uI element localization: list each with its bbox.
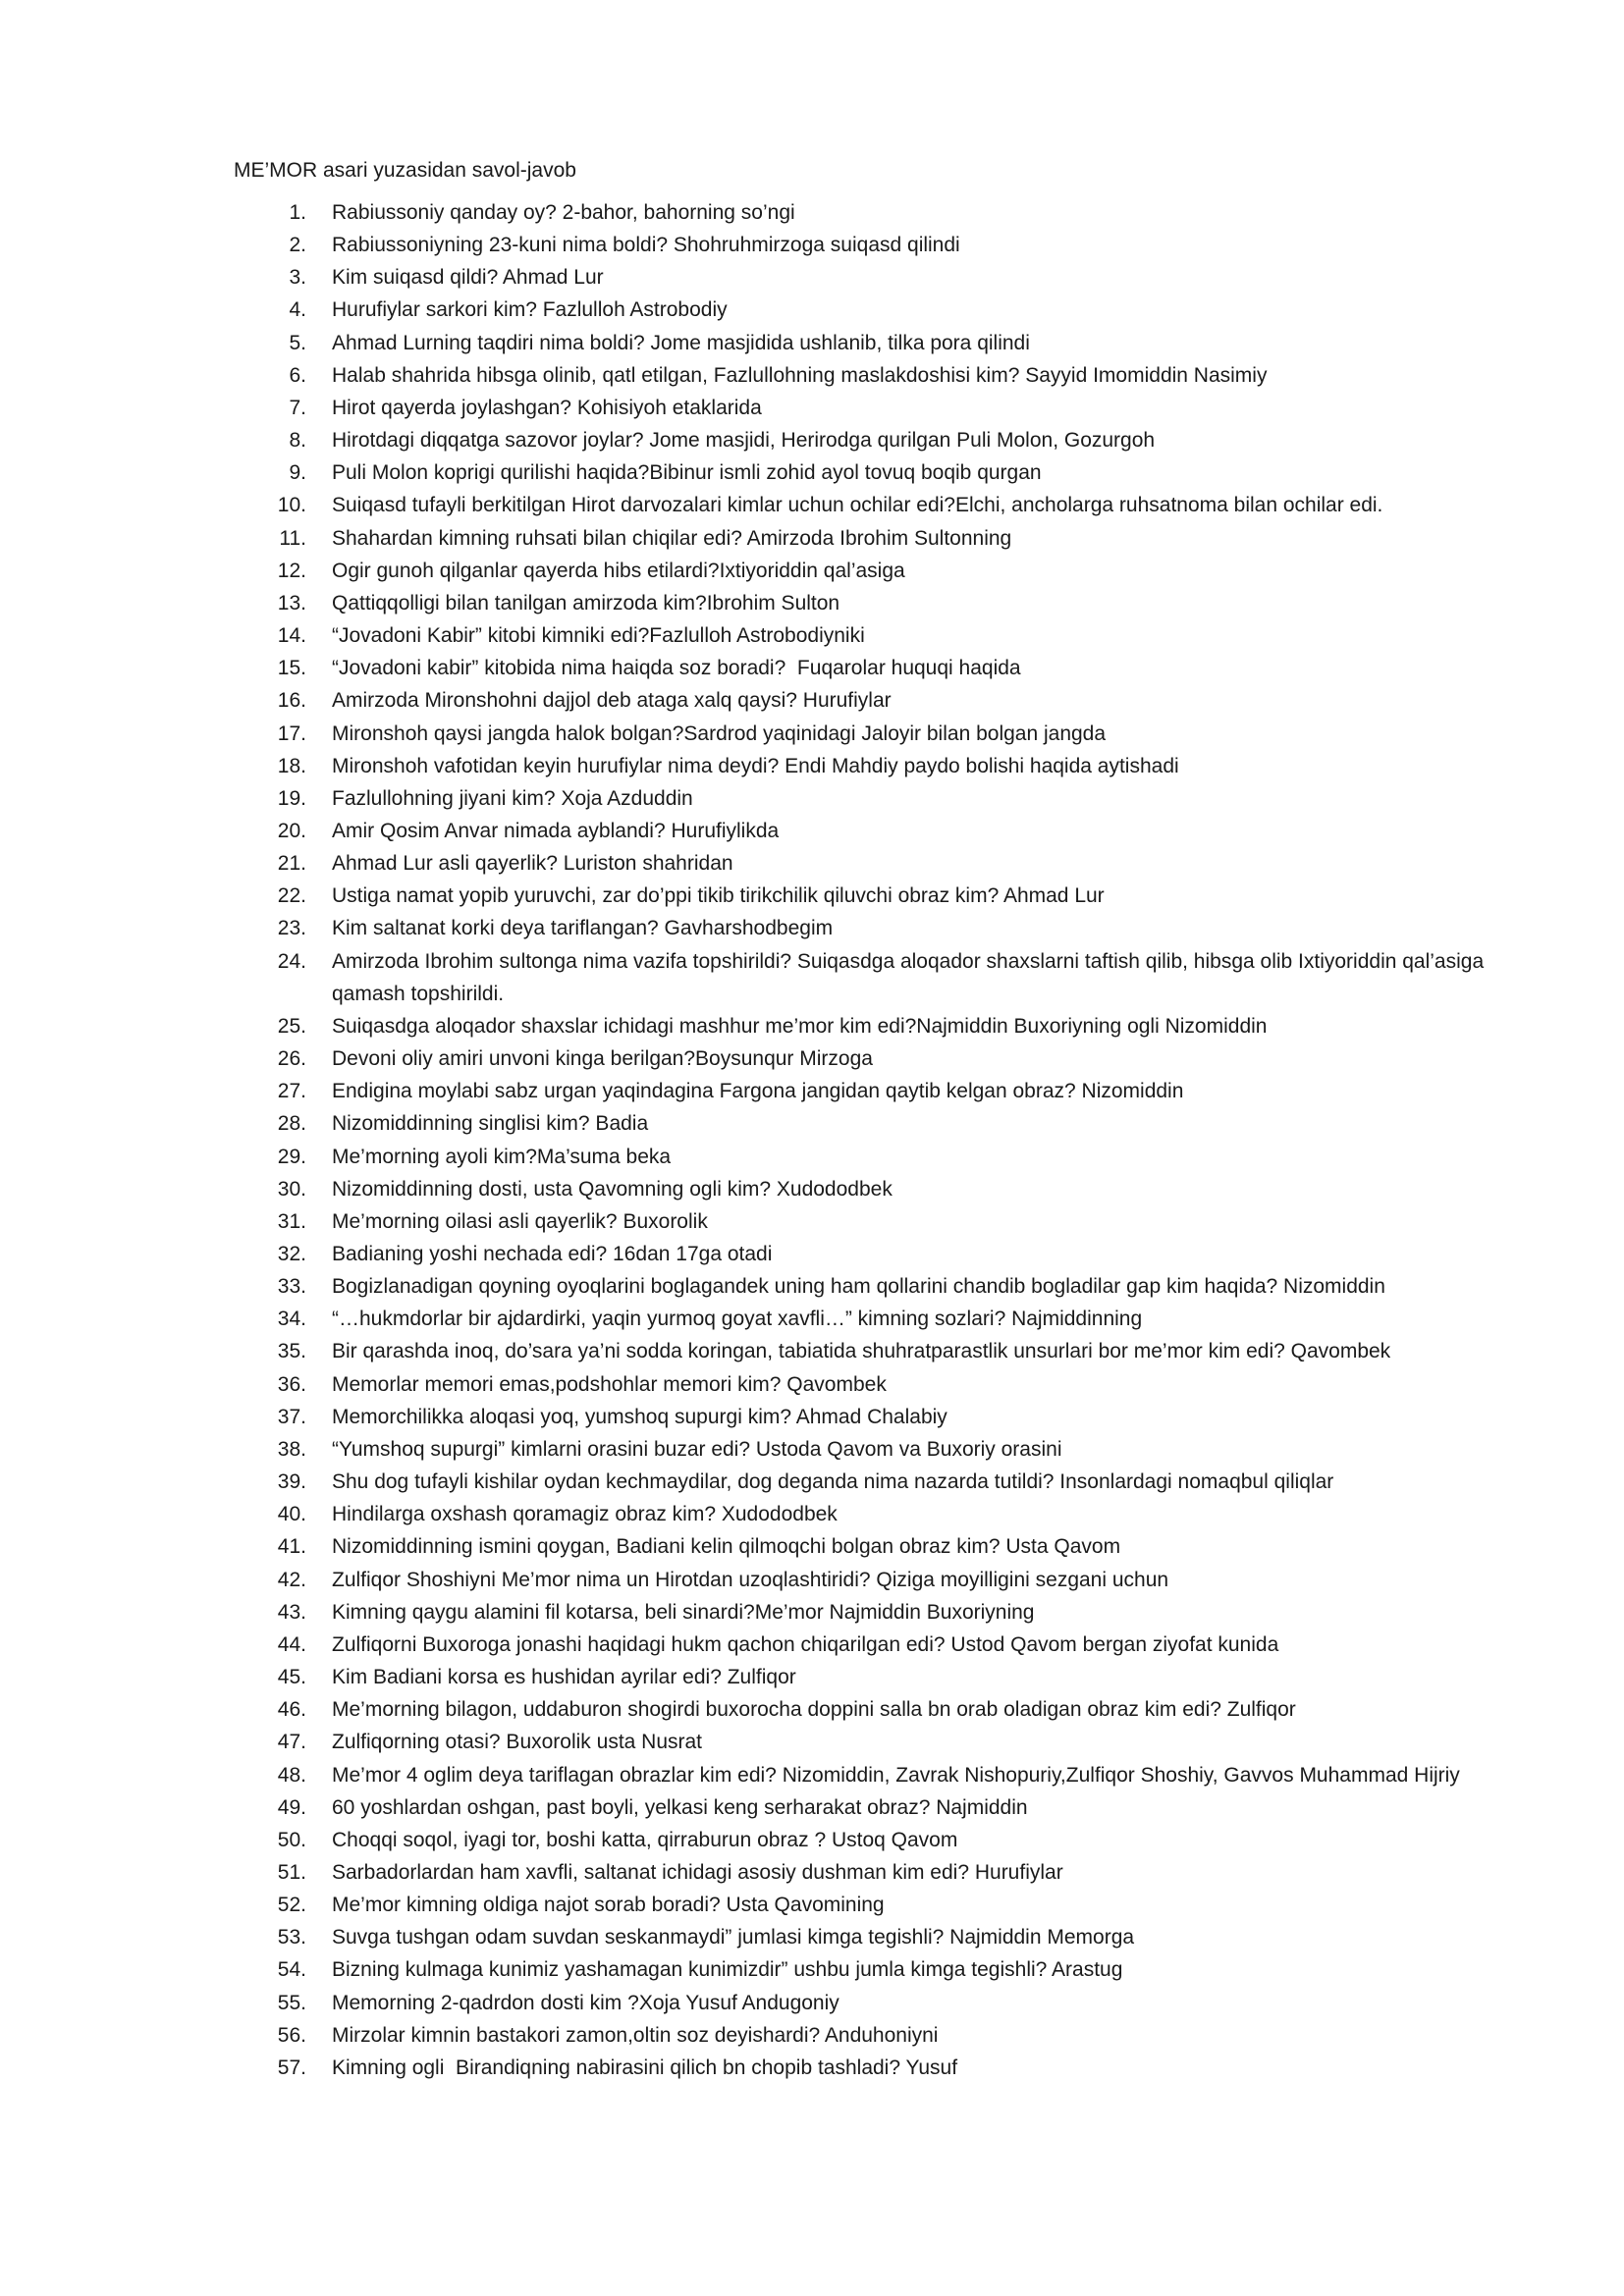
list-item-text: Halab shahrida hibsga olinib, qatl etilgan, Fazlullohning maslakdoshisi kim? Sayyid Imomiddin Nasimiy — [332, 363, 1268, 387]
list-item-number: 31. — [277, 1209, 306, 1233]
list-item-text: Rabiussoniyning 23-kuni nima boldi? Shohruhmirzoga suiqasd qilindi — [332, 234, 960, 257]
list-item — [234, 1238, 1516, 1270]
list-item-text: Suvga tushgan odam suvdan seskanmaydi” jumlasi kimga tegishli? Najmiddin Memorga — [332, 1926, 1135, 1949]
list-item — [234, 750, 1516, 782]
list-item-number: 52. — [277, 1894, 306, 1917]
list-item-text: “Yumshoq supurgi” kimlarni orasini buzar edi? Ustoda Qavom va Buxoriy orasini — [332, 1437, 1062, 1461]
list-item-text: Bogizlanadigan qoyning oyoqlarini boglagandek uning ham qollarini chandib bogladilar gap kim haqida? Nizomiddin — [332, 1275, 1385, 1299]
list-item-number: 49. — [277, 1795, 306, 1819]
list-item — [234, 2019, 1516, 2052]
list-item — [234, 815, 1516, 847]
list-item — [234, 359, 1516, 392]
list-item-text: Nizomiddinning dosti, usta Qavomning ogli kim? Xudododbek — [332, 1177, 893, 1201]
list-item-number: 22. — [277, 884, 306, 908]
list-item-number: 33. — [277, 1275, 306, 1299]
list-item — [234, 718, 1516, 750]
list-item — [234, 1303, 1516, 1335]
list-item — [234, 424, 1516, 456]
list-item-number: 7. — [289, 396, 306, 419]
list-item-text: Ogir gunoh qilganlar qayerda hibs etilardi?Ixtiyoriddin qal’asiga — [332, 559, 905, 582]
list-item — [234, 1596, 1516, 1629]
list-item — [234, 1791, 1516, 1824]
list-item-number: 40. — [277, 1503, 306, 1526]
list-item-number: 21. — [277, 852, 306, 876]
list-item-number: 34. — [277, 1308, 306, 1331]
list-item-text: Hirotdagi diqqatga sazovor joylar? Jome masjidi, Herirodga qurilgan Puli Molon, Gozurgoh — [332, 429, 1156, 453]
list-item-text: “Jovadoni kabir” kitobida nima haiqda soz boradi? Fuqarolar huquqi haqida — [332, 657, 1021, 680]
list-item-number: 25. — [277, 1014, 306, 1038]
list-item-number: 51. — [277, 1860, 306, 1884]
list-item — [234, 912, 1516, 944]
list-item-number: 11. — [279, 526, 306, 550]
list-item-text: Kimning ogli Birandiqning nabirasini qilich bn chopib tashladi? Yusuf — [332, 2056, 958, 2079]
list-item — [234, 1824, 1516, 1856]
list-item-text: Mironshoh qaysi jangda halok bolgan?Sardrod yaqinidagi Jaloyir bilan bolgan jangda — [332, 721, 1107, 745]
list-item-text: Sarbadorlardan ham xavfli, saltanat ichidagi asosiy dushman kim edi? Hurufiylar — [332, 1860, 1063, 1884]
list-item-number: 2. — [289, 234, 306, 257]
list-item — [234, 1205, 1516, 1238]
list-item — [234, 1173, 1516, 1205]
list-item-number: 32. — [277, 1243, 306, 1265]
list-item-text: Endigina moylabi sabz urgan yaqindagina Fargona jangidan qaytib kelgan obraz? Nizomiddin — [332, 1080, 1184, 1103]
list-item — [234, 1498, 1516, 1530]
list-item-text: Mirzolar kimnin bastakori zamon,oltin soz deyishardi? Anduhoniyni — [332, 2023, 939, 2047]
list-item-number: 19. — [277, 786, 306, 810]
list-item-number: 46. — [277, 1698, 306, 1722]
list-item-text: Nizomiddinning singlisi kim? Badia — [332, 1112, 649, 1136]
list-item — [234, 782, 1516, 815]
list-item-number: 15. — [277, 657, 306, 680]
list-item-number: 53. — [277, 1926, 306, 1949]
list-item — [234, 587, 1516, 619]
list-item — [234, 456, 1516, 489]
list-item-text: Hurufiylar sarkori kim? Fazlulloh Astrobodiy — [332, 298, 728, 322]
list-item-number: 23. — [277, 917, 306, 940]
list-item-text: Shahardan kimning ruhsati bilan chiqilar edi? Amirzoda Ibrohim Sultonning — [332, 526, 1012, 550]
list-item — [234, 1856, 1516, 1889]
list-item-number: 17. — [277, 721, 306, 745]
list-item-text: Nizomiddinning ismini qoygan, Badiani kelin qilmoqchi bolgan obraz kim? Usta Qavom — [332, 1535, 1121, 1559]
list-item — [234, 945, 1516, 1010]
list-item-number: 39. — [277, 1470, 306, 1494]
list-item-text: Zulfiqorni Buxoroga jonashi haqidagi hukm qachon chiqarilgan edi? Ustod Qavom bergan ziyofat kunida — [332, 1632, 1279, 1656]
list-item-text: Me’morning ayoli kim?Ma’suma beka — [332, 1145, 672, 1168]
list-item-number: 56. — [277, 2023, 306, 2047]
list-item — [234, 327, 1516, 359]
list-item-text: Puli Molon koprigi qurilishi haqida?Bibinur ismli zohid ayol tovuq boqib qurgan — [332, 461, 1042, 485]
list-item-number: 27. — [277, 1080, 306, 1103]
list-item-text: Rabiussoniy qanday oy? 2-bahor, bahorning so’ngi — [332, 201, 795, 224]
list-item-number: 24. — [277, 949, 306, 973]
question-answer-list — [234, 196, 1516, 2084]
list-item-number: 47. — [277, 1731, 306, 1754]
list-item — [234, 392, 1516, 424]
list-item-text: Shu dog tufayli kishilar oydan kechmaydilar, dog deganda nima nazarda tutildi? Insonlardagi nomaqbul qiliqlar — [332, 1470, 1334, 1494]
list-item-number: 26. — [277, 1047, 306, 1071]
list-item — [234, 1141, 1516, 1173]
list-item — [234, 1987, 1516, 2019]
list-item — [234, 619, 1516, 652]
list-item-number: 42. — [277, 1568, 306, 1591]
list-item — [234, 294, 1516, 326]
list-item — [234, 1889, 1516, 1921]
list-item-text: Me’morning bilagon, uddaburon shogirdi buxorocha doppini salla bn orab oladigan obraz kim edi? Zulfiqor — [332, 1698, 1296, 1722]
list-item — [234, 684, 1516, 717]
list-item — [234, 847, 1516, 880]
list-item-text: Me’morning oilasi asli qayerlik? Buxorolik — [332, 1209, 708, 1233]
list-item-text: 60 yoshlardan oshgan, past boyli, yelkasi keng serharakat obraz? Najmiddin — [332, 1795, 1028, 1819]
list-item — [234, 880, 1516, 912]
list-item-text: Kim Badiani korsa es hushidan ayrilar edi? Zulfiqor — [332, 1666, 796, 1689]
list-item-text: Ahmad Lurning taqdiri nima boldi? Jome masjidida ushlanib, tilka pora qilindi — [332, 331, 1030, 354]
list-item — [234, 1401, 1516, 1433]
list-item-text: Amir Qosim Anvar nimada ayblandi? Hurufiylikda — [332, 819, 780, 842]
list-item — [234, 196, 1516, 229]
list-item — [234, 1042, 1516, 1075]
list-item-text: Ahmad Lur asli qayerlik? Luriston shahridan — [332, 852, 733, 876]
list-item-text: Qattiqqolligi bilan tanilgan amirzoda kim?Ibrohim Sulton — [332, 591, 840, 614]
list-item-number: 28. — [277, 1112, 306, 1136]
list-item-text: Zulfiqor Shoshiyni Me’mor nima un Hirotdan uzoqlashtiridi? Qiziga moyilligini sezgani uchun — [332, 1568, 1169, 1591]
list-item-number: 54. — [277, 1958, 306, 1982]
list-item-number: 9. — [289, 461, 306, 485]
list-item-number: 8. — [289, 429, 306, 453]
list-item-text: Memorning 2-qadrdon dosti kim ?Xoja Yusuf Andugoniy — [332, 1991, 839, 2014]
list-item-text: Kim saltanat korki deya tariflangan? Gavharshodbegim — [332, 917, 834, 940]
list-item — [234, 1075, 1516, 1107]
list-item-text: Kimning qaygu alamini fil kotarsa, beli sinardi?Me’mor Najmiddin Buxoriyning — [332, 1600, 1035, 1624]
list-item — [234, 1759, 1516, 1791]
list-item-text: Hindilarga oxshash qoramagiz obraz kim? Xudododbek — [332, 1503, 838, 1526]
list-item — [234, 261, 1516, 294]
list-item — [234, 1726, 1516, 1758]
list-item — [234, 1466, 1516, 1498]
list-item-text: Suiqasdga aloqador shaxslar ichidagi mashhur me’mor kim edi?Najmiddin Buxoriyning ogli Nizomiddin — [332, 1014, 1268, 1038]
list-item-text: Zulfiqorning otasi? Buxorolik usta Nusrat — [332, 1731, 703, 1754]
list-item — [234, 652, 1516, 684]
list-item — [234, 1953, 1516, 1986]
list-item — [234, 1693, 1516, 1726]
list-item-text: Me’mor kimning oldiga najot sorab boradi? Usta Qavomining — [332, 1894, 885, 1917]
list-item-number: 29. — [277, 1145, 306, 1168]
list-item — [234, 1921, 1516, 1953]
list-item-text: Fazlullohning jiyani kim? Xoja Azduddin — [332, 786, 693, 810]
list-item-number: 3. — [289, 266, 306, 290]
list-item-number: 14. — [277, 624, 306, 648]
list-item — [234, 2052, 1516, 2084]
list-item — [234, 1107, 1516, 1140]
list-item — [234, 1010, 1516, 1042]
list-item-number: 37. — [277, 1405, 306, 1428]
list-item-text: Hirot qayerda joylashgan? Kohisiyoh etaklarida — [332, 396, 762, 419]
list-item-number: 13. — [277, 591, 306, 614]
list-item-text: “Jovadoni Kabir” kitobi kimniki edi?Fazlulloh Astrobodiyniki — [332, 624, 865, 648]
list-item-text: Memorchilikka aloqasi yoq, yumshoq supurgi kim? Ahmad Chalabiy — [332, 1405, 947, 1428]
list-item-number: 6. — [289, 363, 306, 387]
list-item-text: Badianing yoshi nechada edi? 16dan 17ga otadi — [332, 1243, 773, 1265]
list-item-text: Choqqi soqol, iyagi tor, boshi katta, qirraburun obraz ? Ustoq Qavom — [332, 1828, 958, 1851]
list-item-number: 12. — [277, 559, 306, 582]
list-item — [234, 1629, 1516, 1661]
list-item-number: 57. — [277, 2056, 306, 2079]
list-item-number: 10. — [277, 494, 306, 517]
list-item — [234, 1368, 1516, 1401]
list-item-text: Amirzoda Ibrohim sultonga nima vazifa topshirildi? Suiqasdga aloqador shaxslarni taftish qilib, hibsga olib Ixtiyoriddin qal’asiga qamash topshirildi. — [332, 949, 1489, 1005]
list-item-number: 30. — [277, 1177, 306, 1201]
list-item-number: 5. — [289, 331, 306, 354]
list-item-number: 44. — [277, 1632, 306, 1656]
list-item-text: “…hukmdorlar bir ajdardirki, yaqin yurmoq goyat xavfli…” kimning sozlari? Najmiddinning — [332, 1308, 1143, 1331]
list-item-text: Ustiga namat yopib yuruvchi, zar do’ppi tikib tirikchilik qiluvchi obraz kim? Ahmad Lur — [332, 884, 1105, 908]
document-title: ME’MOR asari yuzasidan savol-javob — [234, 159, 576, 182]
list-item-number: 50. — [277, 1828, 306, 1851]
list-item-number: 43. — [277, 1600, 306, 1624]
list-item-number: 16. — [277, 689, 306, 713]
list-item — [234, 1335, 1516, 1367]
list-item — [234, 1530, 1516, 1563]
list-item-number: 45. — [277, 1666, 306, 1689]
list-item-text: Kim suiqasd qildi? Ahmad Lur — [332, 266, 604, 290]
list-item-number: 18. — [277, 754, 306, 777]
list-item-text: Bir qarashda inoq, do’sara ya’ni sodda koringan, tabiatida shuhratparastlik unsurlari bor me’mor kim edi? Qavombek — [332, 1340, 1391, 1363]
list-item — [234, 229, 1516, 261]
list-item-number: 36. — [277, 1372, 306, 1396]
list-item — [234, 1433, 1516, 1466]
list-item — [234, 522, 1516, 555]
list-item-text: Memorlar memori emas,podshohlar memori kim? Qavombek — [332, 1372, 887, 1396]
list-item-text: Devoni oliy amiri unvoni kinga berilgan?Boysunqur Mirzoga — [332, 1047, 873, 1071]
list-item-number: 48. — [277, 1763, 306, 1787]
list-item-text: Amirzoda Mironshohni dajjol deb ataga xalq qaysi? Hurufiylar — [332, 689, 892, 713]
list-item — [234, 1661, 1516, 1693]
list-item-number: 35. — [277, 1340, 306, 1363]
list-item-text: Me’mor 4 oglim deya tariflagan obrazlar kim edi? Nizomiddin, Zavrak Nishopuriy,Zulfiqor Shoshiy, Gavvos Muhammad Hijriy — [332, 1763, 1460, 1787]
list-item — [234, 1270, 1516, 1303]
list-item-number: 38. — [277, 1437, 306, 1461]
list-item-number: 55. — [277, 1991, 306, 2014]
list-item-text: Bizning kulmaga kunimiz yashamagan kunimizdir” ushbu jumla kimga tegishli? Arastug — [332, 1958, 1123, 1982]
list-item — [234, 1564, 1516, 1596]
list-item-number: 41. — [277, 1535, 306, 1559]
list-item — [234, 555, 1516, 587]
list-item-number: 20. — [277, 819, 306, 842]
list-item-text: Mironshoh vafotidan keyin hurufiylar nima deydi? Endi Mahdiy paydo bolishi haqida aytishadi — [332, 754, 1179, 777]
list-item — [234, 489, 1516, 521]
list-item-number: 4. — [289, 298, 306, 322]
list-item-number: 1. — [289, 201, 306, 224]
list-item-text: Suiqasd tufayli berkitilgan Hirot darvozalari kimlar uchun ochilar edi?Elchi, ancholarga ruhsatnoma bilan ochilar edi. — [332, 494, 1383, 517]
